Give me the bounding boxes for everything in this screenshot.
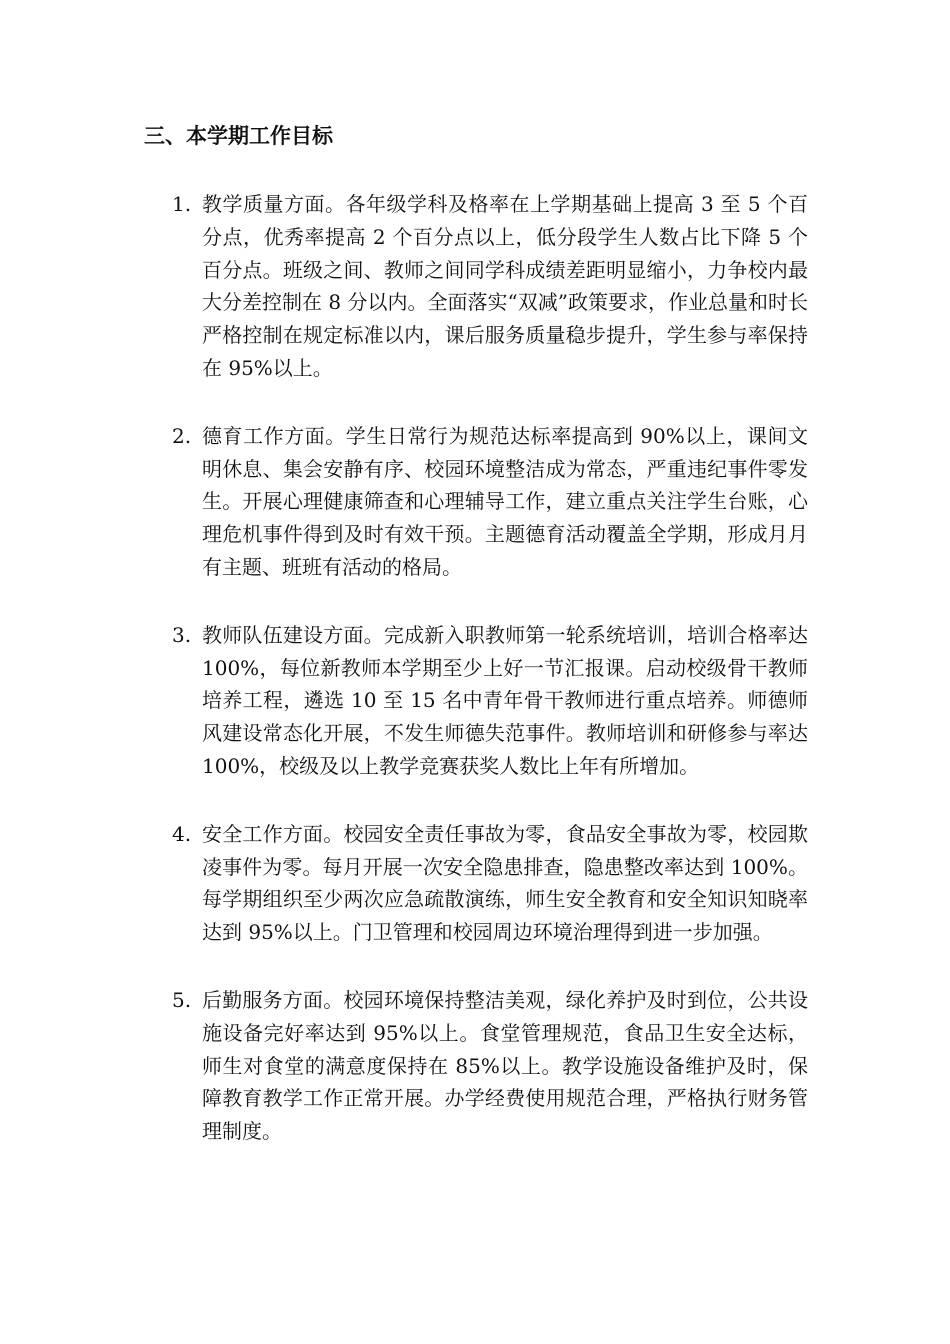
goal-number: 3. bbox=[172, 622, 192, 647]
section-heading: 三、本学期工作目标 bbox=[144, 124, 333, 148]
work-goals-list bbox=[0, 188, 950, 1183]
goal-text: 德育工作方面。学生日常行为规范达标率提高到 90%以上，课间文明休息、集会安静有序、校园环境整洁成为常态，严重违纪事件零发生。开展心理健康筛查和心理辅导工作，建立重点关注学生台账，心理危机事件得到及时有效干预。主题德育活动覆盖全学期，形成月月有主题、班班有活动的格局。 bbox=[202, 423, 808, 579]
goal-item-logistics bbox=[0, 984, 950, 1148]
goal-number: 2. bbox=[172, 423, 192, 448]
goal-text: 教师队伍建设方面。完成新入职教师第一轮系统培训，培训合格率达 100%，每位新教师本学期至少上好一节汇报课。启动校级骨干教师培养工程，遴选 10 至 15 名中青年骨干教师进行重点培养。师德师风建设常态化开展，不发生师德失范事件。教师培训和研修参与率达 100%，校级及以上教学竞赛获奖人数比上年有所增加。 bbox=[202, 622, 808, 778]
goal-item-moral-education bbox=[0, 420, 950, 584]
goal-item-teaching-quality bbox=[0, 188, 950, 385]
goal-number: 5. bbox=[172, 987, 192, 1012]
goal-number: 4. bbox=[172, 821, 192, 846]
goal-text: 教学质量方面。各年级学科及格率在上学期基础上提高 3 至 5 个百分点，优秀率提高 2 个百分点以上，低分段学生人数占比下降 5 个百分点。班级之间、教师之间同学科成绩差距明显缩小，力争校内最大分差控制在 8 分以内。全面落实“双减”政策要求，作业总量和时长严格控制在规定标准以内，课后服务质量稳步提升，学生参与率保持在 95%以上。 bbox=[202, 192, 808, 380]
goal-text: 后勤服务方面。校园环境保持整洁美观，绿化养护及时到位，公共设施设备完好率达到 95%以上。食堂管理规范，食品卫生安全达标，师生对食堂的满意度保持在 85%以上。教学设施设备维护及时，保障教育教学工作正常开展。办学经费使用规范合理，严格执行财务管理制度。 bbox=[202, 987, 808, 1144]
goal-item-safety bbox=[0, 818, 950, 949]
goal-item-teacher-development bbox=[0, 619, 950, 783]
goal-text: 安全工作方面。校园安全责任事故为零，食品安全事故为零，校园欺凌事件为零。每月开展一次安全隐患排查，隐患整改率达到 100%。每学期组织至少两次应急疏散演练，师生安全教育和安全知识知晓率达到 95%以上。门卫管理和校园周边环境治理得到进一步加强。 bbox=[202, 821, 808, 945]
goal-number: 1. bbox=[172, 192, 192, 216]
